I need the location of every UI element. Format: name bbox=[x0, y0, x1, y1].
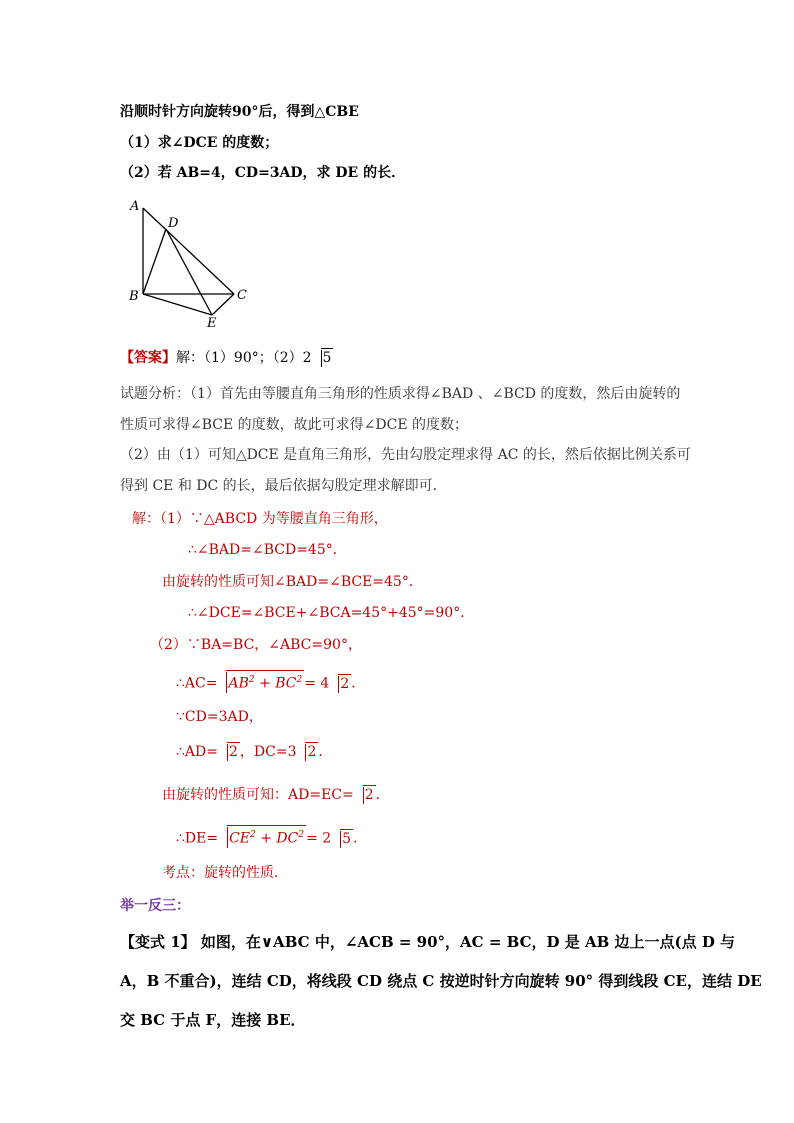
sqrt-symbol: 5 bbox=[313, 348, 334, 367]
solution-step-3: 由旋转的性质可知∠BAD=∠BCE=45°． bbox=[162, 574, 423, 590]
solution-step-1: 解：（1）∵△ABCD 为等腰直角三角形， bbox=[132, 511, 388, 527]
solution-step-7: ∵CD=3AD， bbox=[176, 709, 263, 725]
solution-step-2: ∴∠BAD=∠BCD=45°． bbox=[188, 542, 347, 558]
solution-keypoint: 考点：旋转的性质． bbox=[162, 865, 288, 881]
solution-step-10: ∴DE= $CE^2 + DC^2 = 2$ 5 ． bbox=[176, 825, 367, 848]
sqrt-symbol: $AB^2 + BC^2$ bbox=[218, 670, 304, 693]
segment-ac bbox=[143, 208, 234, 294]
sqrt-symbol: 2 bbox=[219, 742, 240, 761]
label-e: E bbox=[207, 316, 217, 331]
solution-step-6: ∴AC= $AB^2 + BC^2 = 4$ 2 ． bbox=[176, 670, 365, 693]
analysis-line-1: 试题分析：（1）首先由等腰直角三角形的性质求得∠BAD 、∠BCD 的度数，然后由旋转的 bbox=[120, 386, 681, 402]
segment-bd bbox=[143, 229, 166, 294]
variant-line-3: 交 BC 于点 F，连接 BE． bbox=[120, 1011, 306, 1029]
sqrt-symbol: 2 bbox=[297, 742, 318, 761]
question-2: （2）若 AB=4，CD=3AD，求 DE 的长． bbox=[120, 165, 406, 181]
segment-de bbox=[166, 229, 212, 315]
variant-line-1: 【变式 1】 如图，在∨ABC 中，∠ACB = 90°，AC = BC，D 是 AB 边上一点(点 D 与 bbox=[120, 933, 736, 951]
solution-step-9: 由旋转的性质可知：AD=EC= 2 ． bbox=[162, 787, 390, 803]
variant-line-2: A，B 不重合)，连结 CD，将线段 CD 绕点 C 按逆时针方向旋转 90° 得到线段 CE，连结 DE bbox=[120, 972, 762, 990]
segment-be bbox=[143, 294, 212, 315]
solution-step-8: ∴AD= 2 ，DC=3 2 ． bbox=[176, 744, 333, 760]
sqrt-symbol: 5 bbox=[332, 829, 353, 848]
segment-ec bbox=[212, 294, 234, 315]
geometry-figure bbox=[126, 196, 266, 332]
problem-line-1: 沿顺时针方向旋转90°后，得到△CBE bbox=[120, 104, 359, 120]
label-c: C bbox=[237, 288, 247, 303]
analysis-line-4: 得到 CE 和 DC 的长，最后依据勾股定理求解即可． bbox=[120, 478, 447, 494]
label-b: B bbox=[129, 289, 139, 304]
label-d: D bbox=[168, 216, 179, 231]
answer-line bbox=[120, 348, 333, 367]
solution-step-5: （2）∵BA=BC，∠ABC=90°， bbox=[150, 637, 362, 653]
sqrt-symbol: $CE^2 + DC^2$ bbox=[219, 825, 306, 848]
analysis-line-3: （2）由（1）可知△DCE 是直角三角形，先由勾股定理求得 AC 的长，然后依据比例关系可 bbox=[120, 447, 691, 463]
section-title: 举一反三： bbox=[120, 898, 190, 914]
solution-step-4: ∴∠DCE=∠BCE+∠BCA=45°+45°=90°． bbox=[188, 605, 475, 621]
analysis-line-2: 性质可求得∠BCE 的度数，故此可求得∠DCE 的度数； bbox=[120, 417, 468, 433]
sqrt-symbol: 2 bbox=[355, 785, 376, 804]
label-a: A bbox=[130, 199, 140, 214]
answer-tag: 【答案】 bbox=[120, 350, 176, 366]
question-1: （1）求∠DCE 的度数； bbox=[120, 135, 279, 151]
answer-text: 解：（1）90°；（2）2 bbox=[176, 350, 312, 366]
sqrt-symbol: 2 bbox=[330, 674, 351, 693]
